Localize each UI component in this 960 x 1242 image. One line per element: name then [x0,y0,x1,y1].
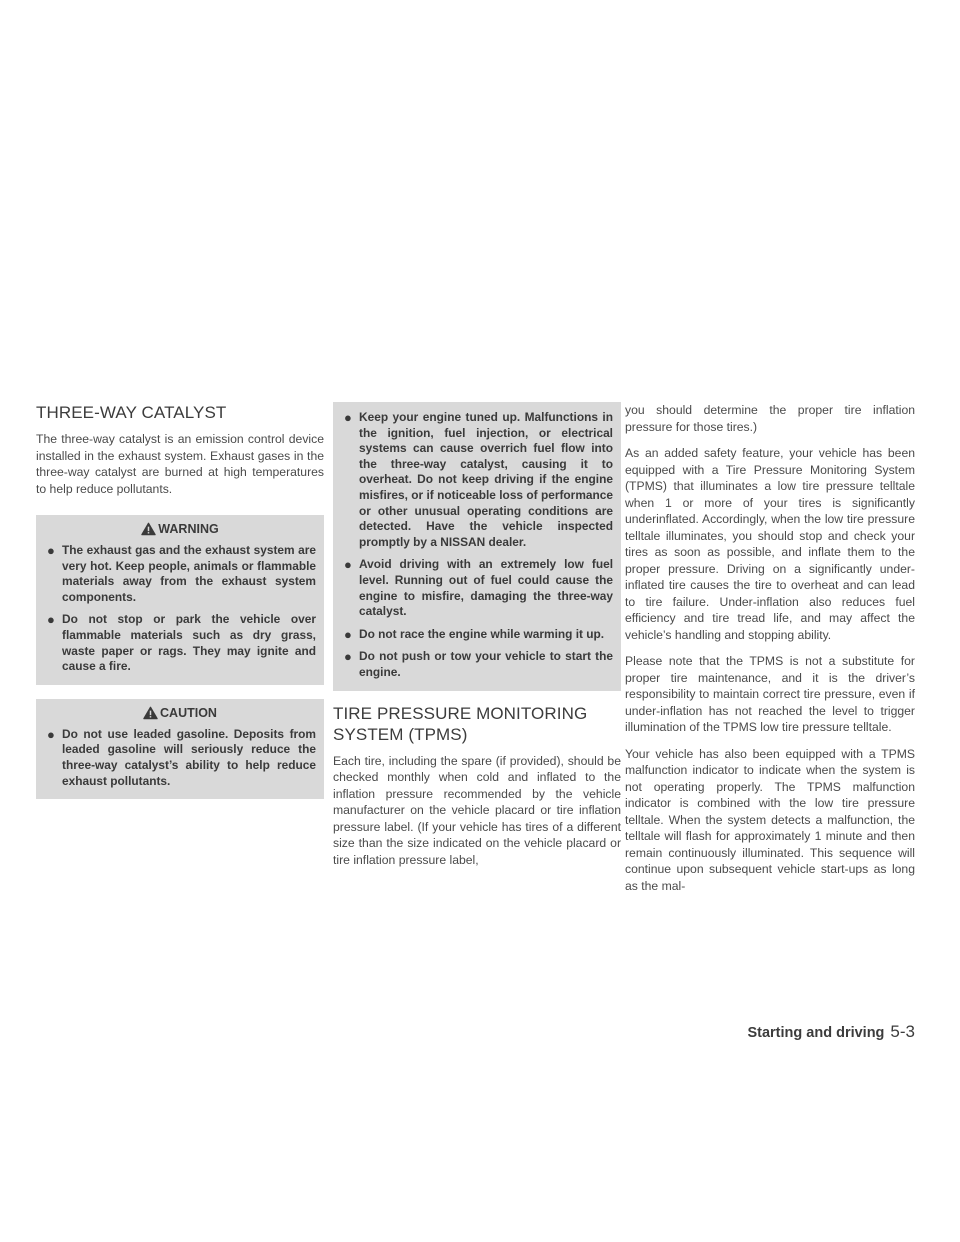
bullet-icon: ● [344,557,352,573]
caution-list-continued [341,410,613,681]
tpms-paragraph-1-continued: you should determine the proper tire inflation pressure for those tires.) [625,403,915,434]
warning-triangle-icon [143,706,158,720]
caution-box [36,699,324,799]
warning-box [36,515,324,685]
column-right [625,402,915,904]
page-number: 5-3 [890,1022,915,1041]
warning-triangle-icon [141,522,156,536]
warning-header [44,521,316,537]
column-left [36,402,324,799]
section-title-tpms: TIRE PRESSURE MONITORING SYSTEM (TPMS) [333,703,588,744]
tpms-paragraph-1: Each tire, including the spare (if provided), should be checked monthly when cold and inflated to the inflation pressure recommended by the vehicle manufacturer on the vehicle placard or tire inflation pressure label. (If your vehicle has tires of a different size than the size indicated on the vehicle placard or tire inflation pressure label, [333,753,621,867]
caution-list [44,727,316,789]
bullet-icon: ● [344,410,352,425]
list-item: ● Do not stop or park the vehicle over flammable materials such as dry grass, waste paper or rags. They may ignite and cause a fire. [47,612,316,674]
caution-label: CAUTION [160,705,217,720]
caution-header [44,705,316,721]
column-middle [333,402,621,878]
footer-section-title: Starting and driving [747,1025,885,1041]
list-item: ● Do not race the engine while warming it up. [344,626,605,642]
list-item: ● Keep your engine tuned up. Malfunctions in the ignition, fuel injection, or electrical systems can cause overrich fuel flow into the three-way catalyst, causing it to overheat. Do not keep driving if the engine misfires, or if noticeable loss of performance or other unusual operating conditions are detected. Have the vehicle inspected promptly by a NISSAN dealer. [344,410,613,549]
tpms-paragraph-4: Your vehicle has also been equipped with a TPMS malfunction indicator to indicate when the system is not operating properly. The TPMS malfunction indicator is combined with the low tire pressure telltale. When the system detects a malfunction, the telltale will flash for approximately 1 minute and then remain continuously illuminated. This sequence will continue upon subsequent vehicle start-ups as long as the mal- [625,746,915,893]
bullet-icon: ● [344,626,352,642]
catalyst-intro: The three-way catalyst is an emission control device installed in the exhaust system. Exhaust gases in the three-way catalyst are burned at high temperatures to help reduce pollutants. [36,432,324,496]
warning-label: WARNING [158,522,219,536]
bullet-icon: ● [47,612,55,628]
warning-list [44,543,316,675]
bullet-icon: ● [47,543,55,558]
page-footer [747,1022,915,1042]
tpms-paragraph-3: Please note that the TPMS is not a substitute for proper tire maintenance, and it is the driver’s responsibility to maintain correct tire pressure, even if under-inflation has not reached the level to trigger illumination of the TPMS low tire pressure telltale. [625,654,915,734]
section-title-catalyst: THREE-WAY CATALYST [36,403,227,422]
list-item: ● Do not push or tow your vehicle to start the engine. [344,649,613,679]
list-item: ● Do not use leaded gasoline. Deposits from leaded gasoline will seriously reduce the three-way catalyst’s ability to help reduce exhaust pollutants. [47,726,316,788]
list-item: ● The exhaust gas and the exhaust system are very hot. Keep people, animals or flammable materials away from the exhaust system components. [47,543,316,604]
bullet-icon: ● [47,726,55,742]
list-item: ● Avoid driving with an extremely low fuel level. Running out of fuel could cause the engine to misfire, damaging the three-way catalyst. [344,557,613,619]
bullet-icon: ● [344,649,352,665]
tpms-paragraph-2: As an added safety feature, your vehicle has been equipped with a Tire Pressure Monitoring System (TPMS) that illuminates a low tire pressure telltale when 1 or more of your tires is significantly underinflated. Accordingly, when the low tire pressure telltale illuminates, you should stop and check your tires as soon as possible, and inflate them to the proper pressure. Driving on a significantly under-inflated tire causes the tire to overheat and can lead to tire failure. Under-inflation also reduces fuel efficiency and tire tread life, and may affect the vehicle’s handling and stopping ability. [625,446,915,642]
caution-box-continued [333,402,621,691]
